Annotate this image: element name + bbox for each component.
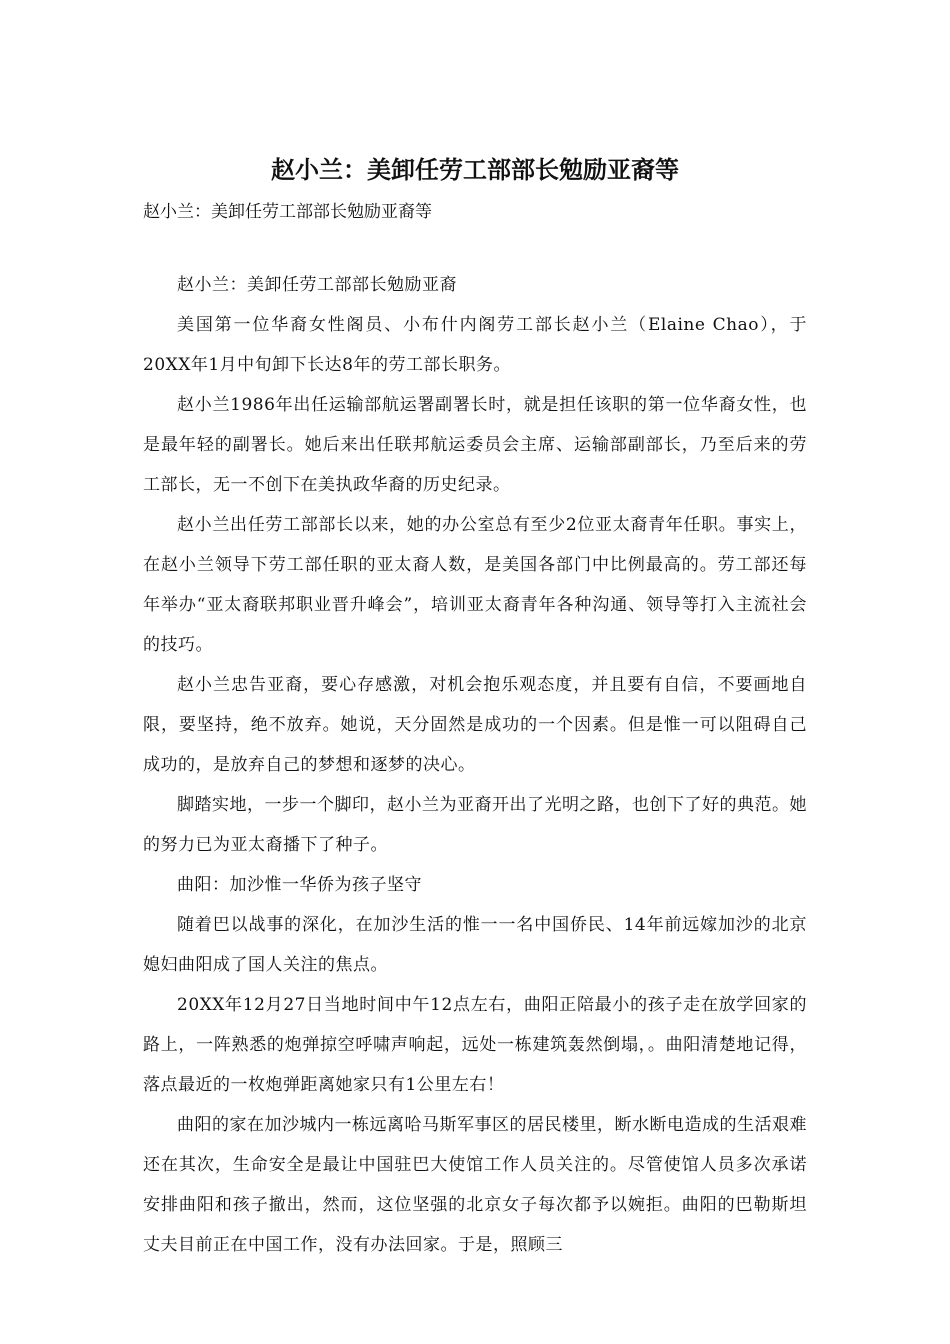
paragraph: 赵小兰1986年出任运输部航运署副署长时，就是担任该职的第一位华裔女性，也是最年轻的副署长。她后来出任联邦航运委员会主席、运输部副部长，乃至后来的劳工部长，无一不创下在美执政华裔的历史纪录。: [143, 395, 807, 495]
paragraph: 曲阳：加沙惟一华侨为孩子坚守: [177, 875, 422, 895]
paragraph: 20XX年12月27日当地时间中午12点左右，曲阳正陪最小的孩子走在放学回家的路上，一阵熟悉的炮弹掠空呼啸声响起，远处一栋建筑轰然倒塌，。曲阳清楚地记得，落点最近的一枚炮弹距离她家只有1公里左右！: [143, 995, 807, 1095]
paragraph: 赵小兰忠告亚裔，要心存感激，对机会抱乐观态度，并且要有自信，不要画地自限，要坚持，绝不放弃。她说，天分固然是成功的一个因素。但是惟一可以阻碍自己成功的，是放弃自己的梦想和逐梦的决心。: [143, 675, 807, 775]
paragraph: 美国第一位华裔女性阁员、小布什内阁劳工部长赵小兰（Elaine Chao），于20XX年1月中旬卸下长达8年的劳工部长职务。: [143, 315, 807, 375]
document-body: [143, 265, 807, 1265]
paragraph: 脚踏实地，一步一个脚印，赵小兰为亚裔开出了光明之路，也创下了好的典范。她的努力已为亚太裔播下了种子。: [143, 795, 807, 855]
document-subtitle: 赵小兰：美卸任劳工部部长勉励亚裔等: [143, 202, 432, 222]
paragraph: 赵小兰出任劳工部部长以来，她的办公室总有至少2位亚太裔青年任职。事实上，在赵小兰领导下劳工部任职的亚太裔人数，是美国各部门中比例最高的。劳工部还每年举办“亚太裔联邦职业晋升峰会”，培训亚太裔青年各种沟通、领导等打入主流社会的技巧。: [143, 515, 807, 655]
paragraph: 赵小兰：美卸任劳工部部长勉励亚裔: [177, 275, 457, 295]
document-title: 赵小兰：美卸任劳工部部长勉励亚裔等: [271, 155, 679, 184]
paragraph: 曲阳的家在加沙城内一栋远离哈马斯军事区的居民楼里，断水断电造成的生活艰难还在其次，生命安全是最让中国驻巴大使馆工作人员关注的。尽管使馆人员多次承诺安排曲阳和孩子撤出，然而，这位坚强的北京女子每次都予以婉拒。曲阳的巴勒斯坦丈夫目前正在中国工作，没有办法回家。于是，照顾三: [143, 1115, 807, 1255]
paragraph: 随着巴以战事的深化，在加沙生活的惟一一名中国侨民、14年前远嫁加沙的北京媳妇曲阳成了国人关注的焦点。: [143, 915, 807, 975]
